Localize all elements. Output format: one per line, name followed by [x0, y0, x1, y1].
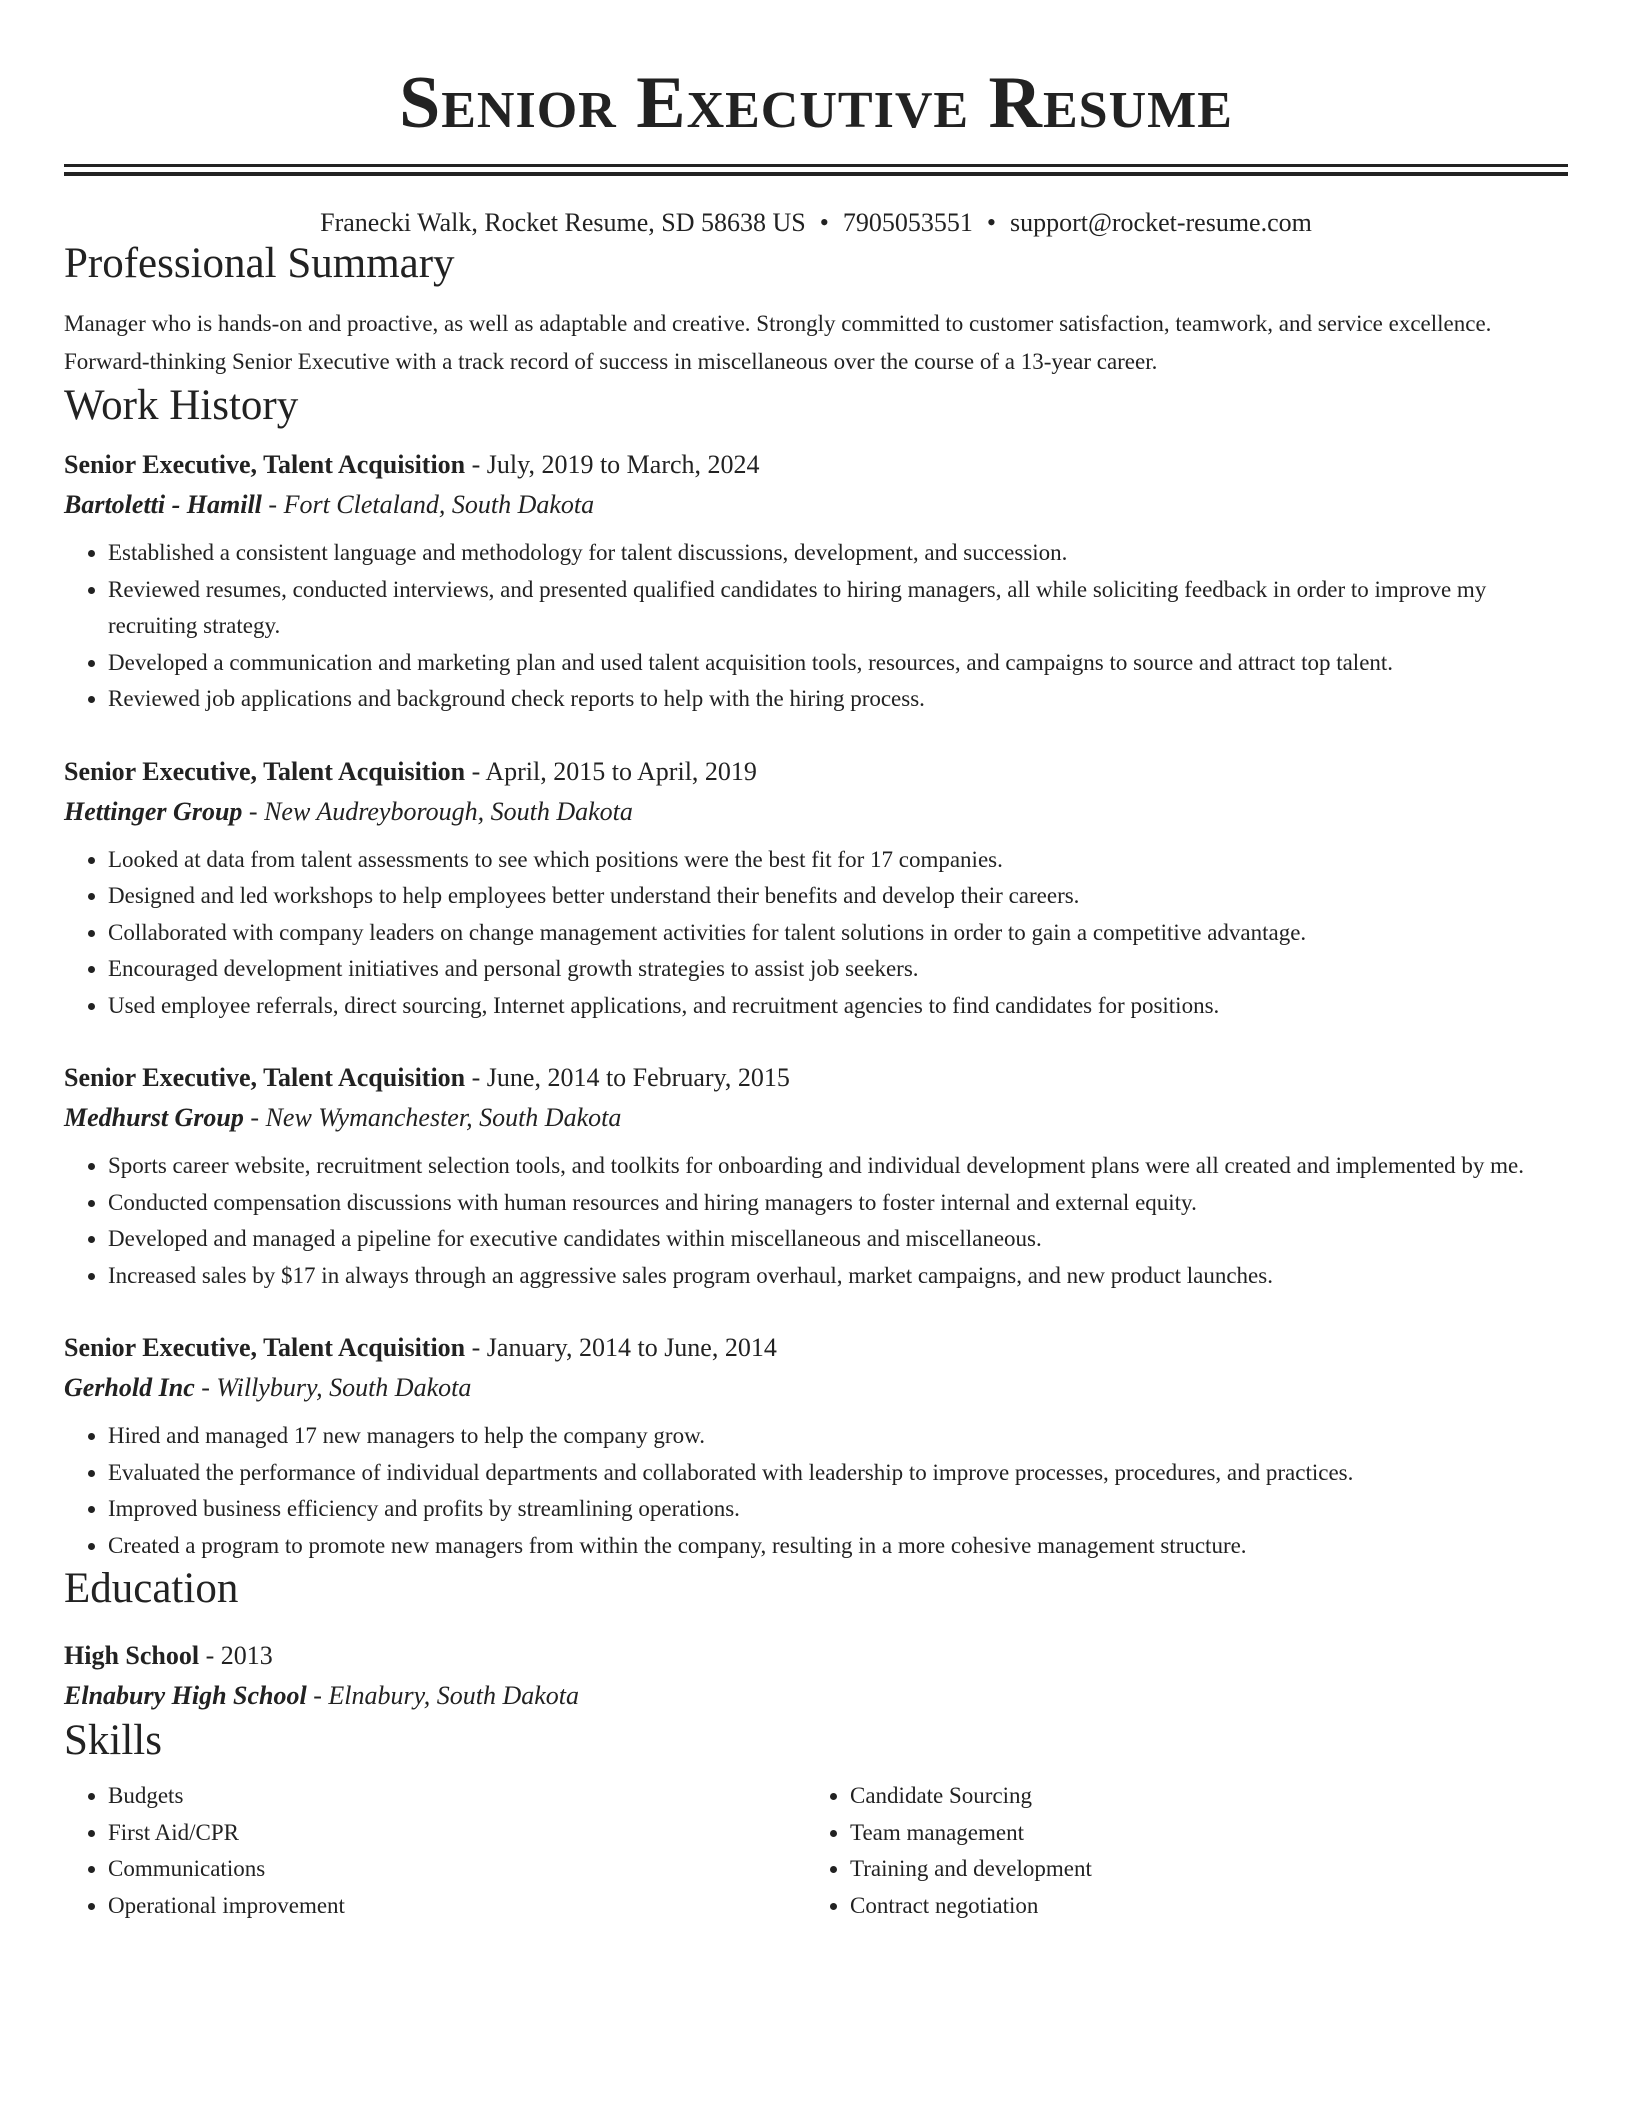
job-company: Hettinger Group: [64, 796, 243, 826]
job-location: - New Wymanchester, South Dakota: [243, 1103, 622, 1132]
job-company-line: [64, 1368, 1568, 1408]
job-title: Senior Executive, Talent Acquisition: [64, 756, 466, 786]
job-bullets: [64, 1418, 1568, 1564]
work-history-heading: Work History: [64, 382, 299, 429]
contact-address: Franecki Walk, Rocket Resume, SD 58638 US: [320, 208, 806, 237]
job-bullet: • Collaborated with company leaders on change management activities for talent solutions in order to gain a competitive advantage.: [108, 915, 1568, 952]
job-company-line: [64, 792, 1568, 832]
job-bullet: • Used employee referrals, direct sourcing, Internet applications, and recruitment agencies to find candidates for positions.: [108, 988, 1568, 1025]
job-entry: [64, 445, 1568, 718]
title-divider-top: [64, 164, 1568, 167]
job-bullet: • Created a program to promote new managers from within the company, resulting in a more cohesive management structure.: [108, 1528, 1568, 1565]
job-title-line: [64, 445, 1568, 485]
title-divider-bottom: [64, 172, 1568, 176]
job-dates: - January, 2014 to June, 2014: [465, 1333, 777, 1362]
job-title: Senior Executive, Talent Acquisition: [64, 450, 466, 479]
skill-item: • Budgets: [108, 1778, 806, 1815]
job-title: Senior Executive, Talent Acquisition: [64, 1063, 466, 1092]
education-heading: Education: [64, 1565, 239, 1612]
skill-item: • Team management: [850, 1815, 1548, 1852]
contact-separator: •: [986, 208, 996, 237]
resume-title: Senior Executive Resume: [399, 62, 1233, 144]
job-location: - New Audreyborough, South Dakota: [242, 796, 633, 826]
job-bullet: • Conducted compensation discussions with human resources and hiring managers to foster internal and external equity.: [108, 1185, 1568, 1222]
job-bullet: • Increased sales by $17 in always through an aggressive sales program overhaul, market campaigns, and new product launches.: [108, 1258, 1568, 1295]
job-bullet: • Hired and managed 17 new managers to help the company grow.: [108, 1418, 1568, 1455]
job-dates: - June, 2014 to February, 2015: [465, 1063, 790, 1092]
skill-item: • Candidate Sourcing: [850, 1778, 1548, 1815]
job-dates: - July, 2019 to March, 2024: [465, 450, 760, 479]
job-bullet: • Improved business efficiency and profits by streamlining operations.: [108, 1491, 1568, 1528]
skills-list: [64, 1778, 1568, 1924]
job-bullet: • Developed and managed a pipeline for executive candidates within miscellaneous and miscellaneous.: [108, 1221, 1568, 1258]
education-degree-line: [64, 1636, 1568, 1676]
job-bullet: • Established a consistent language and methodology for talent discussions, development, and succession.: [108, 535, 1568, 572]
job-location: - Fort Cletaland, South Dakota: [261, 490, 595, 519]
job-bullet: • Encouraged development initiatives and personal growth strategies to assist job seekers.: [108, 951, 1568, 988]
job-location: - Willybury, South Dakota: [194, 1373, 472, 1402]
job-bullet: • Developed a communication and marketing plan and used talent acquisition tools, resources, and campaigns to source and attract top talent.: [108, 645, 1568, 682]
job-title: Senior Executive, Talent Acquisition: [64, 1333, 466, 1362]
job-bullets: [64, 1148, 1568, 1294]
job-bullet: • Designed and led workshops to help employees better understand their benefits and develop their careers.: [108, 878, 1568, 915]
job-bullet: • Evaluated the performance of individual departments and collaborated with leadership to improve processes, procedures, and practices.: [108, 1455, 1568, 1492]
job-company-line: [64, 1098, 1568, 1138]
job-bullet: • Reviewed resumes, conducted interviews, and presented qualified candidates to hiring managers, all while soliciting feedback in order to improve my recruiting strategy.: [108, 572, 1568, 645]
education-school: Elnabury High School: [64, 1681, 307, 1710]
education-degree: High School: [64, 1641, 200, 1670]
education-entry: [64, 1636, 1568, 1716]
skills-heading: Skills: [64, 1717, 162, 1764]
job-title-line: [64, 1328, 1568, 1368]
education-school-line: [64, 1676, 1568, 1716]
skill-item: • Communications: [108, 1851, 806, 1888]
contact-line: [64, 207, 1568, 239]
job-company-line: [64, 485, 1568, 525]
summary-heading: Professional Summary: [64, 240, 455, 287]
education-location: - Elnabury, South Dakota: [306, 1681, 579, 1710]
job-bullets: [64, 842, 1568, 1025]
contact-phone: 7905053551: [842, 208, 973, 237]
skill-item: • First Aid/CPR: [108, 1815, 806, 1852]
job-bullet: • Reviewed job applications and background check reports to help with the hiring process.: [108, 681, 1568, 718]
skill-item: • Contract negotiation: [850, 1888, 1548, 1925]
job-entry: [64, 1058, 1568, 1294]
job-company: Medhurst Group: [64, 1103, 244, 1132]
job-company: Bartoletti - Hamill: [64, 490, 262, 519]
contact-separator: •: [819, 208, 829, 237]
skills-column-right: [806, 1778, 1548, 1924]
contact-email: support@rocket-resume.com: [1009, 208, 1312, 237]
job-dates: - April, 2015 to April, 2019: [465, 756, 757, 786]
job-bullet: • Looked at data from talent assessments to see which positions were the best fit for 17 companies.: [108, 842, 1568, 879]
job-title-line: [64, 752, 1568, 792]
job-company: Gerhold Inc: [64, 1373, 195, 1402]
job-entry: [64, 1328, 1568, 1564]
job-bullet: • Sports career website, recruitment selection tools, and toolkits for onboarding and individual development plans were all created and implemented by me.: [108, 1148, 1568, 1185]
education-year: - 2013: [199, 1641, 273, 1670]
skill-item: • Operational improvement: [108, 1888, 806, 1925]
resume-page: [64, 0, 1568, 1924]
skills-column-left: [64, 1778, 806, 1924]
summary-text: Manager who is hands-on and proactive, as well as adaptable and creative. Strongly committed to customer satisfaction, teamwork, and service excellence. Forward-thinking Senior Executive with a track record of success in miscellaneous over the course of a 13-year career.: [64, 311, 1492, 374]
job-title-line: [64, 1058, 1568, 1098]
job-bullets: [64, 535, 1568, 718]
skill-item: • Training and development: [850, 1851, 1548, 1888]
job-entry: [64, 752, 1568, 1025]
